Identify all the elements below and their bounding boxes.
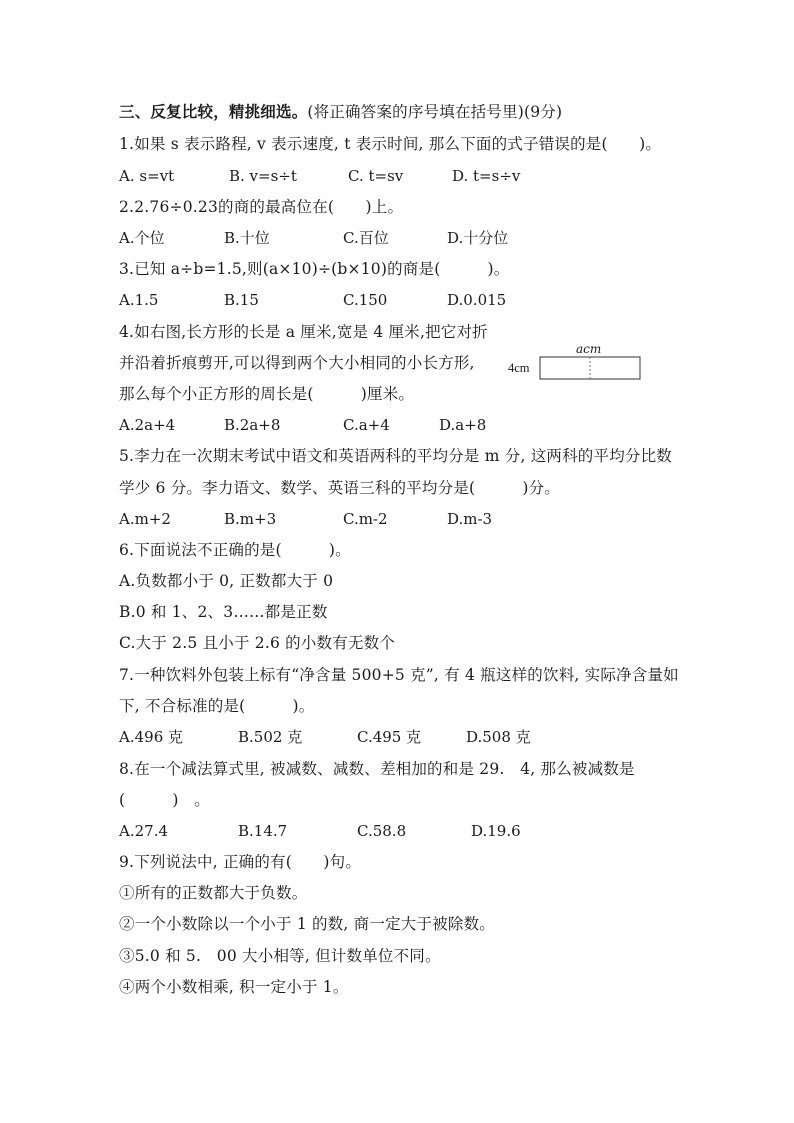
question-9-statement-3: ③5.0 和 5. 00 大小相等, 但计数单位不同。 bbox=[119, 947, 441, 965]
option-a: A.27.4 bbox=[119, 822, 168, 840]
option-c: C. t=sv bbox=[348, 167, 404, 185]
option-c: C.495 克 bbox=[357, 728, 422, 746]
question-8-stem-line-1: 8.在一个减法算式里, 被减数、减数、差相加的和是 29. 4, 那么被减数是 bbox=[119, 760, 635, 778]
option-a: A.2a+4 bbox=[119, 416, 176, 434]
option-b: B.502 克 bbox=[238, 728, 303, 746]
option-b: B.14.7 bbox=[238, 822, 288, 840]
section-title bbox=[119, 102, 562, 122]
section-heading: 三、反复比较，精挑细选。 bbox=[119, 102, 308, 121]
option-c: C.a+4 bbox=[343, 416, 390, 434]
question-3-stem: 3.已知 a÷b=1.5,则(a×10)÷(b×10)的商是( )。 bbox=[119, 260, 510, 278]
question-5-stem-line-1: 5.李力在一次期末考试中语文和英语两科的平均分是 m 分, 这两科的平均分比数 bbox=[119, 447, 672, 465]
option-c: C.m-2 bbox=[343, 510, 388, 528]
option-b: B.十位 bbox=[224, 229, 270, 247]
question-2-stem: 2.2.76÷0.23的商的最高位在( )上。 bbox=[119, 198, 404, 216]
option-d: D.508 克 bbox=[466, 728, 531, 746]
question-4-stem-line-2: 并沿着折痕剪开,可以得到两个大小相同的小长方形, bbox=[119, 354, 475, 372]
rectangle-diagram bbox=[506, 342, 646, 384]
option-d: D. t=s÷v bbox=[452, 167, 521, 185]
question-6-option-b: B.0 和 1、2、3……都是正数 bbox=[119, 603, 328, 621]
question-9-statement-4: ④两个小数相乘, 积一定小于 1。 bbox=[119, 978, 349, 996]
question-4-stem-line-3: 那么每个小正方形的周长是( )厘米。 bbox=[119, 385, 415, 403]
section-instructions: (将正确答案的序号填在括号里)(9分) bbox=[307, 103, 563, 121]
question-8-stem-line-2: ( ) 。 bbox=[119, 791, 210, 809]
option-d: D.十分位 bbox=[447, 229, 509, 247]
question-7-stem-line-2: 下, 不合标准的是( )。 bbox=[119, 697, 315, 715]
option-c: C.58.8 bbox=[357, 822, 407, 840]
option-a: A. s=vt bbox=[119, 167, 175, 185]
question-6-option-c: C.大于 2.5 且小于 2.6 的小数有无数个 bbox=[119, 634, 396, 652]
option-a: A.个位 bbox=[119, 229, 165, 247]
option-c: C.百位 bbox=[343, 229, 389, 247]
option-c: C.150 bbox=[343, 291, 388, 309]
rectangle-shape bbox=[540, 357, 640, 379]
option-d: D.m-3 bbox=[447, 510, 493, 528]
question-1-stem: 1.如果 s 表示路程, v 表示速度, t 表示时间, 那么下面的式子错误的是( )。 bbox=[119, 135, 662, 153]
option-b: B.2a+8 bbox=[224, 416, 281, 434]
question-6-option-a: A.负数都小于 0, 正数都大于 0 bbox=[119, 572, 334, 590]
option-b: B.m+3 bbox=[224, 510, 277, 528]
question-6-stem: 6.下面说法不正确的是( )。 bbox=[119, 541, 351, 559]
option-b: B. v=s÷t bbox=[229, 167, 297, 185]
option-d: D.19.6 bbox=[471, 822, 521, 840]
option-d: D.0.015 bbox=[447, 291, 507, 309]
question-4-stem-line-1: 4.如右图,长方形的长是 a 厘米,宽是 4 厘米,把它对折 bbox=[119, 323, 488, 341]
option-d: D.a+8 bbox=[439, 416, 487, 434]
question-9-stem: 9.下列说法中, 正确的有( )句。 bbox=[119, 853, 362, 871]
question-9-statement-1: ①所有的正数都大于负数。 bbox=[119, 884, 308, 902]
question-7-stem-line-1: 7.一种饮料外包装上标有“净含量 500+5 克”, 有 4 瓶这样的饮料, 实际净含量如 bbox=[119, 666, 679, 684]
option-a: A.496 克 bbox=[119, 728, 183, 746]
length-label: acm bbox=[576, 342, 602, 356]
option-b: B.15 bbox=[224, 291, 259, 309]
question-9-statement-2: ②一个小数除以一个小于 1 的数, 商一定大于被除数。 bbox=[119, 915, 495, 933]
question-5-stem-line-2: 学少 6 分。李力语文、数学、英语三科的平均分是( )分。 bbox=[119, 479, 561, 497]
width-label: 4cm bbox=[508, 361, 530, 375]
rectangle-figure bbox=[506, 342, 646, 384]
option-a: A.1.5 bbox=[119, 291, 159, 309]
option-a: A.m+2 bbox=[119, 510, 171, 528]
